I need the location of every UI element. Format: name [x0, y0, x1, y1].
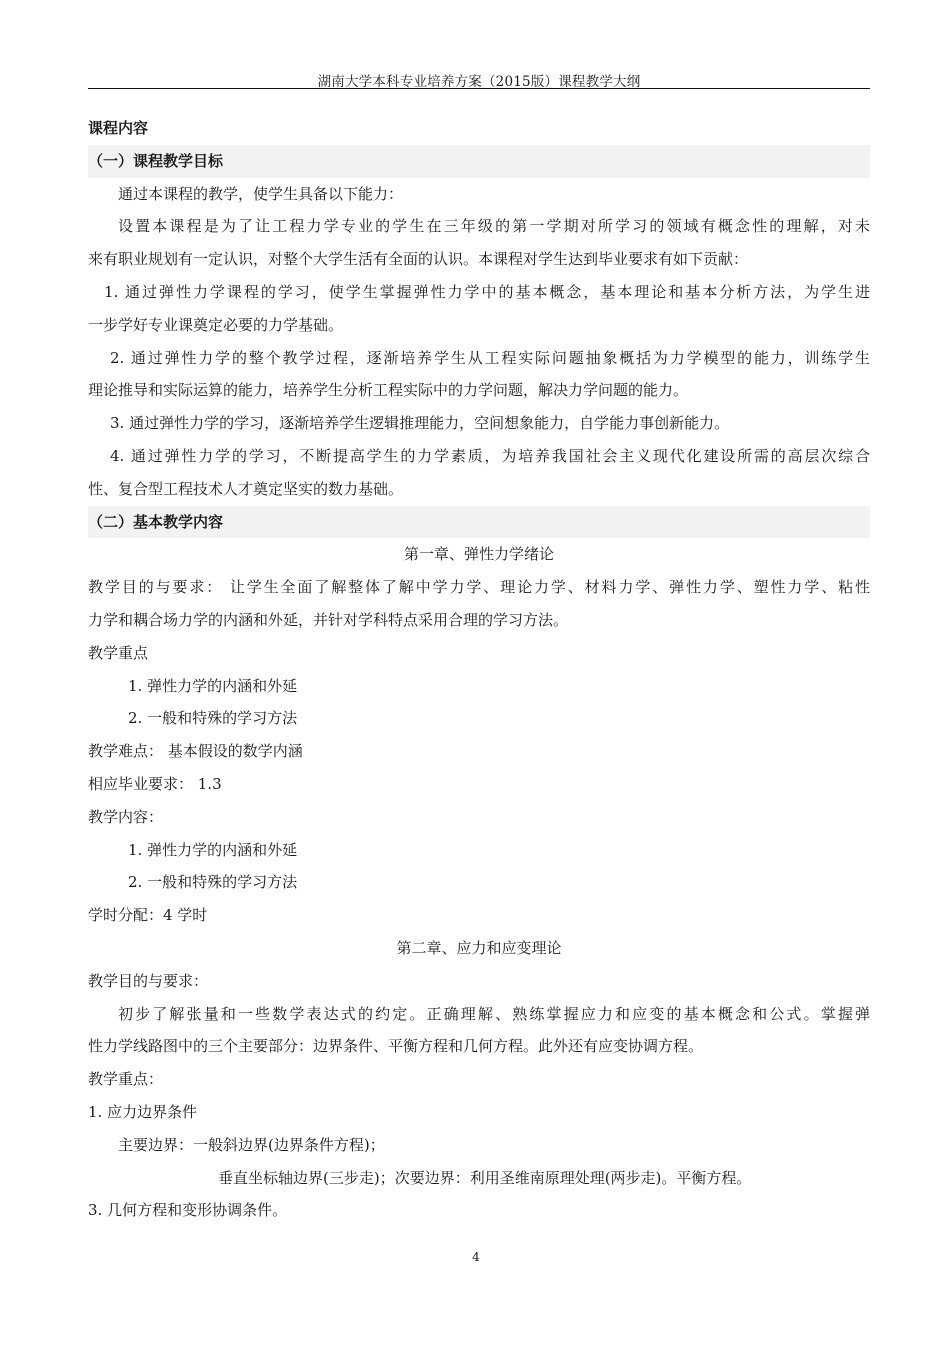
chapter-2-key-item: 3. 几何方程和变形协调条件。 [88, 1201, 288, 1220]
header-divider [88, 88, 870, 89]
chapter-1-requirement: 相应毕业要求： 1.3 [88, 774, 222, 793]
page-header: 湖南大学本科专业培养方案（2015版）课程教学大纲 [317, 74, 641, 90]
chapter-1-key-item: 1. 弹性力学的内涵和外延 [128, 676, 298, 695]
paragraph-line: 来有职业规划有一定认识，对整个大学生活有全面的认识。本课程对学生达到毕业要求有如下贡献： [88, 250, 749, 269]
chapter-1-key-label: 教学重点 [88, 643, 149, 662]
chapter-2-key-subitem: 垂直坐标轴边界(三步走)；次要边界：利用圣维南原理处理(两步走)。平衡方程。 [218, 1168, 752, 1187]
subsection-title-content: （二）基本教学内容 [88, 506, 870, 539]
chapter-1-key-item: 2. 一般和特殊的学习方法 [128, 709, 298, 728]
chapter-2-aim-cont: 性力学线路图中的三个主要部分：边界条件、平衡方程和几何方程。此外还有应变协调方程。 [88, 1037, 704, 1056]
chapter-2-key-item: 1. 应力边界条件 [88, 1102, 198, 1121]
chapter-1-hours: 学时分配：4 学时 [88, 906, 208, 925]
chapter-1-aim-cont: 力学和耦合场力学的内涵和外延，并针对学科特点采用合理的学习方法。 [88, 610, 569, 629]
goal-item-4: 4. 通过弹性力学的学习，不断提高学生的力学素质，为培养我国社会主义现代化建设所需的高层次综合 [110, 446, 870, 465]
section-title: 课程内容 [88, 119, 149, 137]
chapter-2-key-subitem: 主要边界：一般斜边界(边界条件方程)； [118, 1135, 385, 1154]
goal-item-1-cont: 一步学好专业课奠定必要的力学基础。 [88, 315, 344, 334]
goal-item-2: 2. 通过弹性力学的整个教学过程，逐渐培养学生从工程实际问题抽象概括为力学模型的能力，训练学生 [110, 348, 870, 367]
goal-item-1: 1. 通过弹性力学课程的学习，使学生掌握弹性力学中的基本概念，基本理论和基本分析方法，为学生进 [104, 282, 870, 301]
chapter-1-aim: 教学目的与要求： 让学生全面了解整体了解中学力学、理论力学、材料力学、弹性力学、塑性力学、粘性 [88, 578, 870, 597]
chapter-2-aim-label: 教学目的与要求： [88, 971, 209, 990]
chapter-1-content-item: 2. 一般和特殊的学习方法 [128, 873, 298, 892]
chapter-2-key-label: 教学重点： [88, 1070, 164, 1089]
goal-item-2-cont: 理论推导和实际运算的能力，培养学生分析工程实际中的力学问题，解决力学问题的能力。 [88, 381, 689, 400]
goal-item-3: 3. 通过弹性力学的学习，逐渐培养学生逻辑推理能力，空间想象能力，自学能力事创新能力。 [110, 414, 730, 433]
chapter-1-difficulty: 教学难点： 基本假设的数学内涵 [88, 742, 303, 761]
paragraph-line: 设置本课程是为了让工程力学专业的学生在三年级的第一学期对所学习的领域有概念性的理解，对未 [118, 217, 870, 236]
goal-item-4-cont: 性、复合型工程技术人才奠定坚实的数力基础。 [88, 479, 404, 498]
intro-paragraph: 通过本课程的教学，使学生具备以下能力： [118, 184, 404, 203]
chapter-2-aim: 初步了解张量和一些数学表达式的约定。正确理解、熟练掌握应力和应变的基本概念和公式。掌握弹 [118, 1004, 870, 1023]
subsection-title-goals: （一）课程教学目标 [88, 145, 870, 178]
document-body [88, 112, 870, 1227]
chapter-2-title: 第二章、应力和应变理论 [396, 938, 562, 957]
page-number: 4 [472, 1250, 480, 1264]
chapter-1-content-item: 1. 弹性力学的内涵和外延 [128, 840, 298, 859]
chapter-1-title: 第一章、弹性力学绪论 [403, 545, 554, 564]
chapter-1-content-label: 教学内容： [88, 807, 164, 826]
